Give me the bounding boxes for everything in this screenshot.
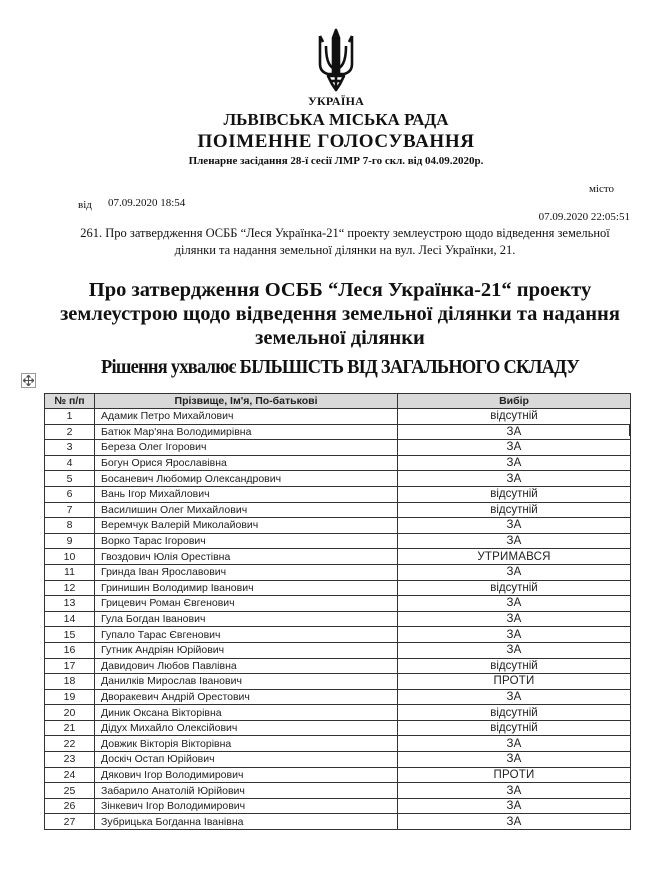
table-row [45, 642, 631, 658]
vote-datetime: 07.09.2020 22:05:51 [538, 211, 630, 223]
row-number: 12 [45, 580, 95, 596]
deputy-name: Давидович Любов Павлівна [95, 658, 398, 674]
deputy-name: Гвоздович Юлія Орестівна [95, 549, 398, 565]
deputy-name: Береза Олег Ігорович [95, 440, 398, 456]
table-header-row [45, 394, 631, 409]
vote-choice: ПРОТИ [398, 767, 631, 783]
deputy-name: Гутник Андріян Юрійович [95, 642, 398, 658]
table-row [45, 674, 631, 690]
deputy-name: Веремчук Валерій Миколайович [95, 518, 398, 534]
vote-choice: ЗА [398, 564, 631, 580]
table-body [45, 409, 631, 830]
row-number: 17 [45, 658, 95, 674]
table-row [45, 596, 631, 612]
table-row [45, 533, 631, 549]
row-number: 24 [45, 767, 95, 783]
from-datetime: 07.09.2020 18:54 [108, 197, 186, 209]
table-row [45, 502, 631, 518]
agenda-item-text: 261. Про затвердження ОСББ “Леся Українка-21“ проекту землеустрою щодо відведення земельної ділянки та надання земельної ділянки на вул. Лесі Українки, 21. [80, 226, 610, 257]
table-row [45, 783, 631, 799]
deputy-name: Грицевич Роман Євгенович [95, 596, 398, 612]
row-number: 22 [45, 736, 95, 752]
table-row [45, 767, 631, 783]
row-number: 5 [45, 471, 95, 487]
deputy-name: Вань Ігор Михайлович [95, 486, 398, 502]
deputy-name: Гула Богдан Іванович [95, 611, 398, 627]
vote-choice: ЗА [398, 642, 631, 658]
row-number: 13 [45, 596, 95, 612]
vote-choice: ЗА [398, 627, 631, 643]
vote-choice: ЗА [398, 518, 631, 534]
row-number: 9 [45, 533, 95, 549]
vote-choice: ЗА [398, 689, 631, 705]
vote-choice: УТРИМАВСЯ [398, 549, 631, 565]
deputy-name: Диник Оксана Вікторівна [95, 705, 398, 721]
vote-choice: ЗА [398, 736, 631, 752]
deputy-name: Гупало Тарас Євгенович [95, 627, 398, 643]
from-label: від [78, 199, 92, 211]
table-row [45, 752, 631, 768]
vote-choice: відсутній [398, 486, 631, 502]
vote-choice: ЗА [398, 611, 631, 627]
row-number: 21 [45, 720, 95, 736]
table-row [45, 689, 631, 705]
row-number: 11 [45, 564, 95, 580]
deputy-name: Гринишин Володимир Іванович [95, 580, 398, 596]
table-row [45, 580, 631, 596]
table-row [45, 564, 631, 580]
table-move-handle[interactable] [21, 373, 36, 388]
table-row [45, 814, 631, 830]
deputy-name: Дякович Ігор Володимирович [95, 767, 398, 783]
vote-choice: відсутній [398, 502, 631, 518]
deputy-name: Ворко Тарас Ігорович [95, 533, 398, 549]
vote-choice: ЗА [398, 752, 631, 768]
deputy-name: Зінкевич Ігор Володимирович [95, 798, 398, 814]
vote-choice: відсутній [398, 580, 631, 596]
row-number: 15 [45, 627, 95, 643]
vote-choice: ЗА [398, 533, 631, 549]
country-name: УКРАЇНА [307, 94, 365, 108]
deputy-name: Батюк Мар'яна Володимирівна [95, 424, 398, 440]
table-row [45, 486, 631, 502]
row-number: 20 [45, 705, 95, 721]
vote-choice: відсутній [398, 409, 631, 425]
row-number: 19 [45, 689, 95, 705]
column-header-number: № п/п [45, 394, 95, 409]
row-number: 14 [45, 611, 95, 627]
vote-choice: ЗА [398, 440, 631, 456]
column-header-choice: Вибір [398, 394, 631, 409]
table-row [45, 549, 631, 565]
row-number: 8 [45, 518, 95, 534]
vote-choice: ЗА [398, 596, 631, 612]
vote-choice: ЗА [398, 455, 631, 471]
table-row [45, 455, 631, 471]
table-row [45, 424, 631, 440]
row-number: 18 [45, 674, 95, 690]
table-row [45, 627, 631, 643]
deputy-name: Данилків Мирослав Іванович [95, 674, 398, 690]
document-title: ПОІМЕННЕ ГОЛОСУВАННЯ [197, 131, 475, 152]
row-number: 16 [45, 642, 95, 658]
text-cursor [629, 424, 630, 436]
table-row [45, 518, 631, 534]
deputy-name: Довжик Вікторія Вікторівна [95, 736, 398, 752]
deputy-name: Дідух Михайло Олексійович [95, 720, 398, 736]
deputy-name: Дворакевич Андрій Орестович [95, 689, 398, 705]
vote-choice: ЗА [398, 798, 631, 814]
vote-choice: ЗА [398, 424, 631, 440]
table-row [45, 471, 631, 487]
deputy-name: Зубрицька Богданна Іванівна [95, 814, 398, 830]
row-number: 4 [45, 455, 95, 471]
roll-call-table [44, 393, 631, 830]
table-row [45, 798, 631, 814]
vote-choice: ПРОТИ [398, 674, 631, 690]
column-header-name: Прізвище, Ім'я, По-батькові [95, 394, 398, 409]
row-number: 2 [45, 424, 95, 440]
trident-icon [316, 28, 356, 92]
row-number: 1 [45, 409, 95, 425]
deputy-name: Доскіч Остап Юрійович [95, 752, 398, 768]
table-row [45, 705, 631, 721]
row-number: 10 [45, 549, 95, 565]
row-number: 6 [45, 486, 95, 502]
vote-choice: відсутній [398, 658, 631, 674]
vote-choice: ЗА [398, 783, 631, 799]
council-name: ЛЬВІВСЬКА МІСЬКА РАДА [223, 110, 449, 129]
row-number: 23 [45, 752, 95, 768]
table-row [45, 658, 631, 674]
table-row [45, 440, 631, 456]
table-row [45, 611, 631, 627]
deputy-name: Забарило Анатолій Юрійович [95, 783, 398, 799]
vote-choice: відсутній [398, 705, 631, 721]
city-label: місто [588, 183, 614, 195]
table-row [45, 736, 631, 752]
vote-choice: ЗА [398, 814, 631, 830]
deputy-name: Гринда Іван Ярославович [95, 564, 398, 580]
row-number: 27 [45, 814, 95, 830]
row-number: 26 [45, 798, 95, 814]
vote-choice: відсутній [398, 720, 631, 736]
row-number: 7 [45, 502, 95, 518]
vote-choice: ЗА [398, 471, 631, 487]
session-info: Пленарне засідання 28-ї сесії ЛМР 7-го скл. від 04.09.2020р. [188, 155, 484, 167]
deputy-name: Адамик Петро Михайлович [95, 409, 398, 425]
deputy-name: Босаневич Любомир Олександрович [95, 471, 398, 487]
row-number: 3 [45, 440, 95, 456]
table-row [45, 409, 631, 425]
table-row [45, 720, 631, 736]
deputy-name: Василишин Олег Михайлович [95, 502, 398, 518]
move-icon [23, 375, 34, 386]
deputy-name: Богун Орися Ярославівна [95, 455, 398, 471]
resolution-title: Про затвердження ОСББ “Леся Українка-21“ проекту землеустрою щодо відведення земельної ділянки та надання земельної ділянки [60, 279, 620, 349]
decision-rule: Рішення ухвалює БІЛЬШІСТЬ ВІД ЗАГАЛЬНОГО СКЛАДУ [100, 356, 580, 378]
row-number: 25 [45, 783, 95, 799]
